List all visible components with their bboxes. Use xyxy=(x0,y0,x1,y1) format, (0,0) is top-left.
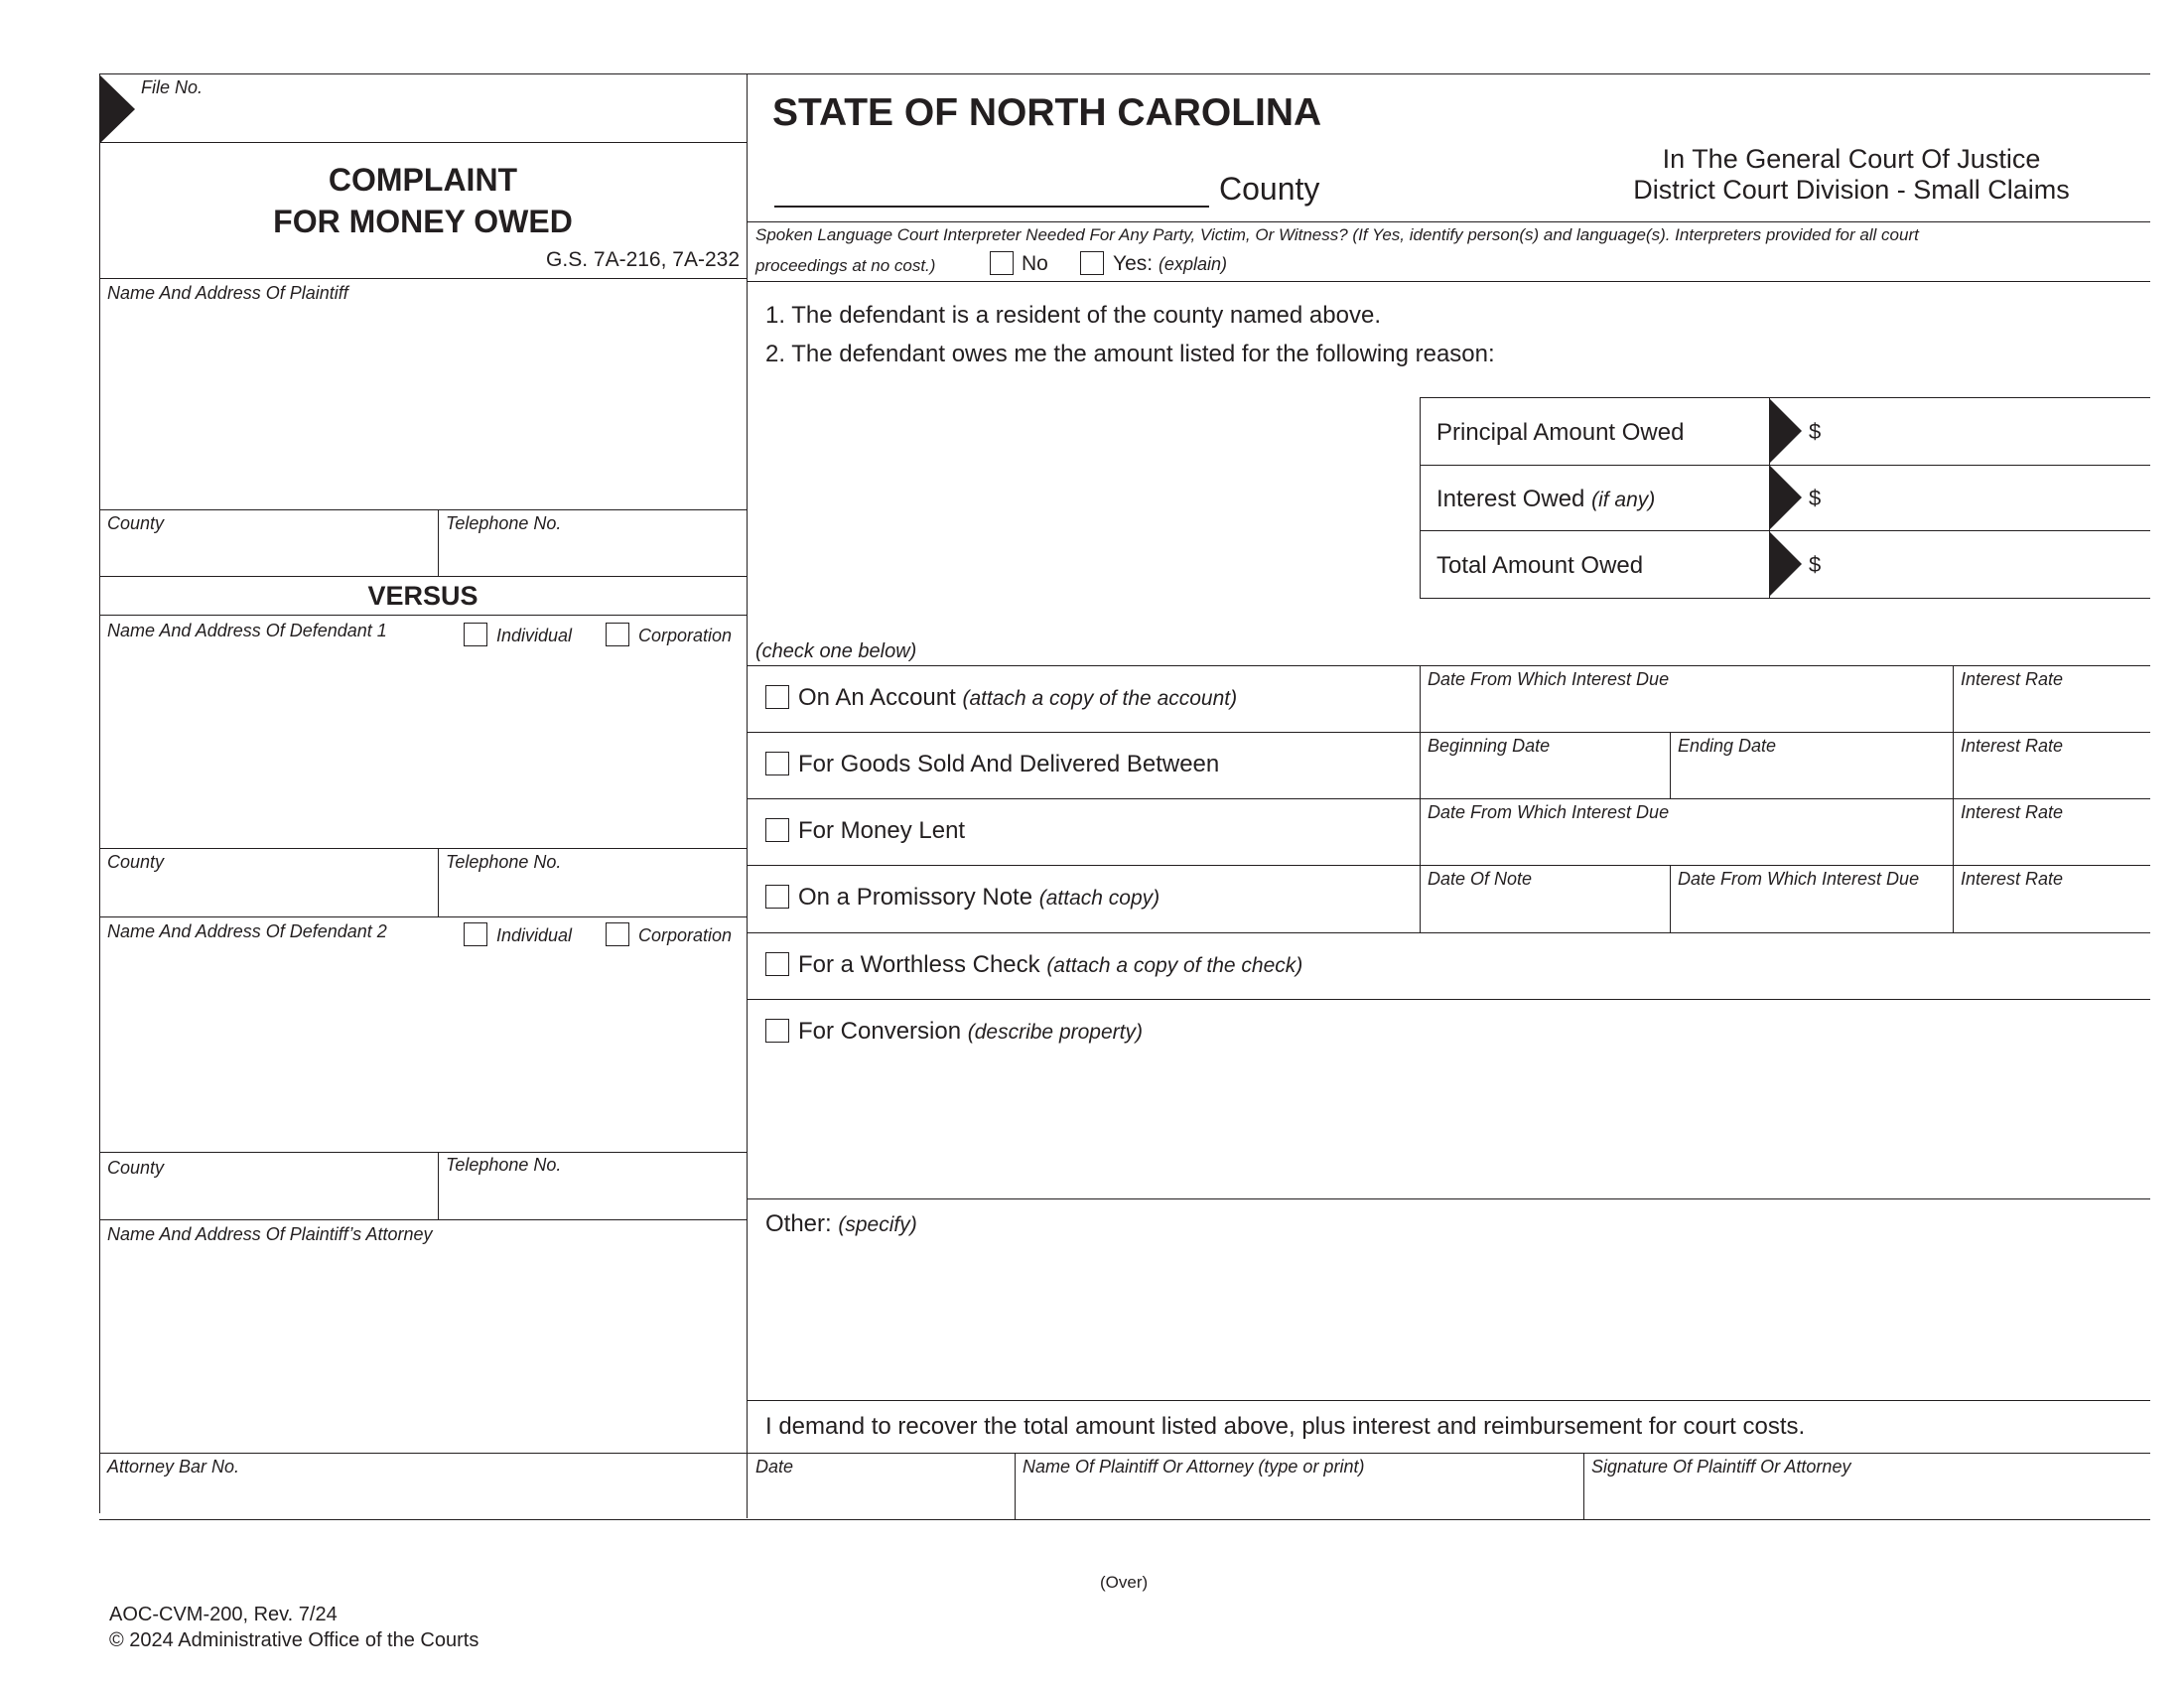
check-one-note: (check one below) xyxy=(755,640,917,662)
defendant2-address-field[interactable] xyxy=(101,951,745,1148)
defendant1-county-label: County xyxy=(107,852,165,872)
rule xyxy=(1420,397,2150,398)
state-title: STATE OF NORTH CAROLINA xyxy=(772,91,1322,134)
rule xyxy=(1420,530,2150,531)
principal-label: Principal Amount Owed xyxy=(1436,419,1685,446)
rule xyxy=(1670,732,1671,798)
rule xyxy=(747,1198,2150,1199)
copyright: © 2024 Administrative Office of the Courts xyxy=(109,1629,479,1651)
defendant2-individual-label: Individual xyxy=(496,925,573,945)
rule xyxy=(747,732,2150,733)
rule xyxy=(747,665,2150,666)
account-text: On An Account xyxy=(798,684,956,711)
rule xyxy=(99,1219,747,1220)
conversion-note: (describe property) xyxy=(967,1021,1143,1044)
file-no-arrow-icon xyxy=(99,74,135,144)
account-rate-label: Interest Rate xyxy=(1961,669,2064,689)
explain-text: (explain) xyxy=(1158,254,1227,274)
court-division xyxy=(1559,144,2144,206)
rule xyxy=(747,1400,2150,1401)
form-title xyxy=(99,159,747,242)
promissory-interest-date-label: Date From Which Interest Due xyxy=(1678,869,1920,889)
rule xyxy=(747,999,2150,1000)
account-note: (attach a copy of the account) xyxy=(962,687,1238,710)
signature-field[interactable] xyxy=(1587,1479,2148,1517)
interest-text: Interest Owed xyxy=(1436,486,1585,512)
signature-label: Signature Of Plaintiff Or Attorney xyxy=(1591,1457,1851,1477)
rule xyxy=(99,509,747,510)
defendant1-address-field[interactable] xyxy=(101,650,745,844)
defendant1-label: Name And Address Of Defendant 1 xyxy=(107,621,387,640)
worthless-check-text: For a Worthless Check xyxy=(798,951,1040,978)
goods-beginning-label: Beginning Date xyxy=(1428,736,1551,756)
interpreter-yes-label xyxy=(1113,252,1227,276)
file-no-field[interactable] xyxy=(139,99,743,139)
name-label: Name Of Plaintiff Or Attorney (type or print) xyxy=(1023,1457,1365,1477)
conversion-checkbox[interactable] xyxy=(765,1019,789,1043)
interest-note: (if any) xyxy=(1591,489,1656,511)
rule xyxy=(99,278,747,279)
plaintiff-telephone-label: Telephone No. xyxy=(446,513,562,533)
worthless-check-note: (attach a copy of the check) xyxy=(1046,954,1303,977)
yes-text: Yes: xyxy=(1113,252,1154,275)
other-label xyxy=(765,1210,917,1238)
attorney-bar-no-label: Attorney Bar No. xyxy=(107,1457,240,1477)
defendant2-corporation-checkbox[interactable] xyxy=(606,922,629,946)
form-border-top xyxy=(99,73,2150,74)
date-field[interactable] xyxy=(751,1479,1011,1517)
court-line-2: District Court Division - Small Claims xyxy=(1633,175,2070,205)
title-line-1: COMPLAINT xyxy=(328,162,518,198)
interpreter-no-checkbox[interactable] xyxy=(990,251,1014,275)
rule xyxy=(99,615,747,616)
rule xyxy=(438,509,439,576)
rule xyxy=(1670,865,1671,932)
rule xyxy=(438,848,439,916)
goods-rate-label: Interest Rate xyxy=(1961,736,2064,756)
rule xyxy=(99,1453,2150,1454)
principal-amount-field[interactable] xyxy=(1827,402,2144,460)
promissory-rate-label: Interest Rate xyxy=(1961,869,2064,889)
rule xyxy=(1420,598,2150,599)
interest-label xyxy=(1436,486,1655,513)
money-lent-date-label: Date From Which Interest Due xyxy=(1428,802,1670,822)
date-label: Date xyxy=(755,1457,794,1477)
rule xyxy=(99,1519,2150,1520)
rule xyxy=(1420,397,1421,598)
goods-label: For Goods Sold And Delivered Between xyxy=(798,751,1220,777)
interpreter-question-cont: proceedings at no cost.) xyxy=(755,256,936,275)
account-label xyxy=(798,684,1237,712)
promissory-date-label: Date Of Note xyxy=(1428,869,1533,889)
rule xyxy=(1420,665,1421,932)
interpreter-no-label: No xyxy=(1022,252,1048,275)
total-label: Total Amount Owed xyxy=(1436,552,1644,579)
rule xyxy=(99,142,747,143)
defendant2-individual-checkbox[interactable] xyxy=(464,922,487,946)
defendant1-telephone-label: Telephone No. xyxy=(446,852,562,872)
interpreter-question: Spoken Language Court Interpreter Needed For Any Party, Victim, Or Witness? (If Yes, identify person(s) and language(s). Interpreters provided for all court xyxy=(755,225,1919,244)
other-note: (specify) xyxy=(838,1213,917,1236)
rule xyxy=(747,798,2150,799)
title-line-2: FOR MONEY OWED xyxy=(273,204,573,239)
statement-2: 2. The defendant owes me the amount listed for the following reason: xyxy=(765,341,1495,367)
defendant2-corporation-label: Corporation xyxy=(638,925,733,945)
rule xyxy=(99,576,747,577)
over-note: (Over) xyxy=(1100,1573,1149,1592)
money-lent-label: For Money Lent xyxy=(798,817,966,844)
goods-ending-label: Ending Date xyxy=(1678,736,1777,756)
rule xyxy=(747,865,2150,866)
county-input-line[interactable] xyxy=(774,206,1209,208)
county-label: County xyxy=(1219,171,1320,207)
attorney-address-field[interactable] xyxy=(101,1247,745,1451)
goods-checkbox[interactable] xyxy=(765,752,789,775)
defendant2-telephone-label: Telephone No. xyxy=(446,1155,562,1175)
rule xyxy=(1953,665,1954,932)
account-date-label: Date From Which Interest Due xyxy=(1428,669,1670,689)
form-border-left xyxy=(99,73,100,1513)
plaintiff-address-field[interactable] xyxy=(101,304,745,507)
promissory-note: (attach copy) xyxy=(1038,887,1160,910)
court-line-1: In The General Court Of Justice xyxy=(1662,144,2041,174)
defendant1-individual-label: Individual xyxy=(496,626,573,645)
defendant2-label: Name And Address Of Defendant 2 xyxy=(107,921,387,941)
defendant2-county-label: County xyxy=(107,1158,165,1178)
worthless-check-label xyxy=(798,951,1302,979)
rule xyxy=(747,221,2150,222)
rule xyxy=(438,1152,439,1219)
principal-currency: $ xyxy=(1809,419,1822,444)
money-lent-rate-label: Interest Rate xyxy=(1961,802,2064,822)
statement-1: 1. The defendant is a resident of the county named above. xyxy=(765,302,1381,329)
versus-heading: VERSUS xyxy=(367,581,478,611)
column-divider xyxy=(747,73,748,1518)
demand-statement: I demand to recover the total amount listed above, plus interest and reimbursement for court costs. xyxy=(765,1413,1806,1440)
rule xyxy=(1015,1453,1016,1519)
promissory-text: On a Promissory Note xyxy=(798,884,1033,911)
statute-reference: G.S. 7A-216, 7A-232 xyxy=(546,248,740,271)
conversion-description-field[interactable] xyxy=(764,1053,2144,1192)
account-checkbox[interactable] xyxy=(765,685,789,709)
promissory-label xyxy=(798,884,1160,912)
rule xyxy=(747,932,2150,933)
rule xyxy=(99,916,747,917)
other-description-field[interactable] xyxy=(764,1241,2144,1390)
principal-arrow-icon xyxy=(1770,399,1802,463)
conversion-label xyxy=(798,1018,1143,1046)
attorney-label: Name And Address Of Plaintiff’s Attorney xyxy=(107,1224,433,1244)
attorney-bar-no-field[interactable] xyxy=(101,1479,745,1517)
name-field[interactable] xyxy=(1019,1479,1579,1517)
rule xyxy=(1583,1453,1584,1519)
defendant1-individual-checkbox[interactable] xyxy=(464,623,487,646)
defendant1-corporation-label: Corporation xyxy=(638,626,733,645)
file-no-label: File No. xyxy=(141,77,204,97)
plaintiff-county-label: County xyxy=(107,513,165,533)
plaintiff-label: Name And Address Of Plaintiff xyxy=(107,283,348,303)
conversion-text: For Conversion xyxy=(798,1018,962,1045)
interest-arrow-icon xyxy=(1770,466,1802,529)
defendant1-corporation-checkbox[interactable] xyxy=(606,623,629,646)
total-amount-field[interactable] xyxy=(1827,535,2144,593)
reason-field[interactable] xyxy=(764,377,1400,626)
total-currency: $ xyxy=(1809,552,1822,577)
interest-currency: $ xyxy=(1809,486,1822,510)
other-text: Other: xyxy=(765,1210,832,1237)
rule xyxy=(747,281,2150,282)
form-number: AOC-CVM-200, Rev. 7/24 xyxy=(109,1604,338,1625)
promissory-checkbox[interactable] xyxy=(765,885,789,909)
total-arrow-icon xyxy=(1770,532,1802,596)
worthless-check-checkbox[interactable] xyxy=(765,952,789,976)
interest-amount-field[interactable] xyxy=(1827,469,2144,526)
money-lent-checkbox[interactable] xyxy=(765,818,789,842)
rule xyxy=(99,1152,747,1153)
interpreter-yes-checkbox[interactable] xyxy=(1080,251,1104,275)
rule xyxy=(99,848,747,849)
